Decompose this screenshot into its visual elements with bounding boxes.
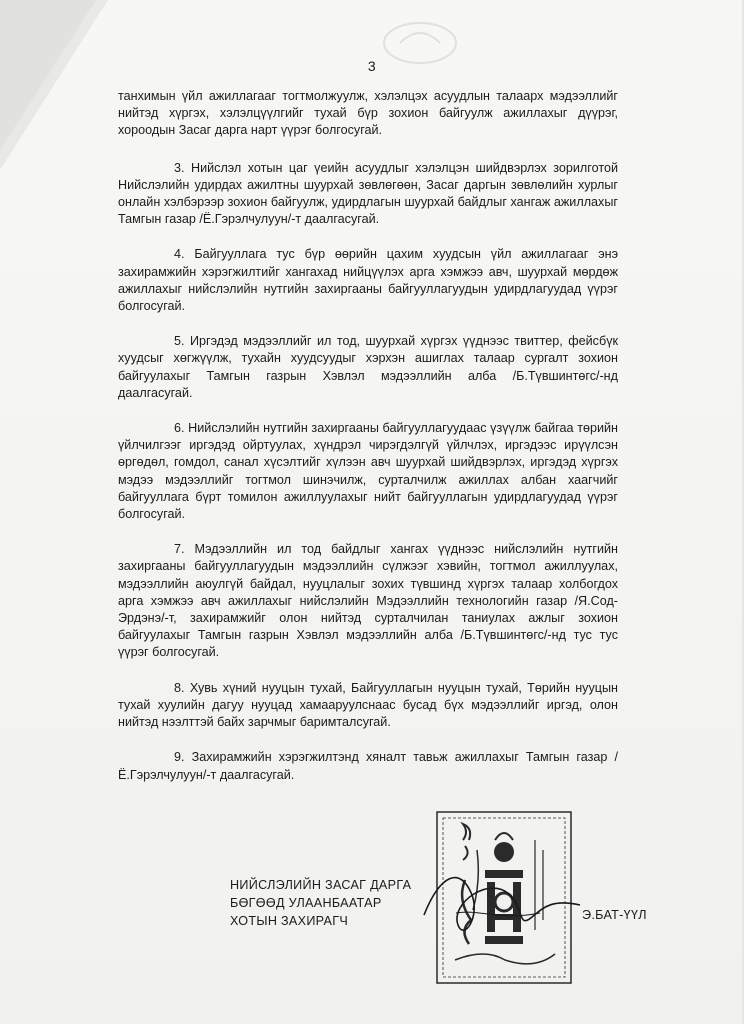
signature-block <box>0 800 744 1000</box>
paragraph-item-3: 3. Нийслэл хотын цаг үеийн асуудлыг хэлэлцэн шийдвэрлэх зорилготой Нийслэлийн удирдах ажилтны шуурхай зөвлөгөөн, Засаг даргын зөвлөлийн хурлыг онлайн хэлбэрээр зохион байгуулж, удирдлагын шуурхай байдлыг хангаж ажиллахыг Тамгын газар /Ё.Гэрэлчулуун/-т даалгасугай. <box>118 160 618 227</box>
paragraph-item-4: 4. Байгууллага тус бүр өөрийн цахим хуудсын үйл ажиллагааг энэ захирамжийн хэрэгжилтийг хангахад нийцүүлэх арга хэмжээ авч, шуурхай мөрдөж ажиллахыг нийслэлийн нутгийн захиргааны байгууллагуудын удирдлагуудад үүрэг болгосугай. <box>118 247 618 314</box>
paragraph-item-7: 7. Мэдээллийн ил тод байдлыг хангах үүднээс нийслэлийн нутгийн захиргааны байгууллагуудын мэдээллийн сүлжээг хэвийн, тогтмол ажиллуулах, мэдээллийн аюулгүй байдал, нууцлалыг зохих түвшинд хүргэх талаар холбогдох арга хэмжээ авч ажиллахыг нийслэлийн Мэдээллийн технологийн газар /Я.Сод-Эрдэнэ/-т, захирамжийг олон нийтэд сурталчилан таниулах ажлыг зохион байгуулахыг Тамгын газрын Хэвлэл мэдээллийн алба /Б.Түвшинтөгс/-нд тус тус үүрэг болгосугай. <box>118 542 618 660</box>
paragraph-item-9: 9. Захирамжийн хэрэгжилтэнд хяналт тавьж ажиллахыг Тамгын газар /Ё.Гэрэлчулуун/-т даалгасугай. <box>118 750 618 782</box>
signatory-title-line-1: НИЙСЛЭЛИЙН ЗАСАГ ДАРГА <box>230 878 412 892</box>
signatory-title-line-2: БӨГӨӨД УЛААНБААТАР <box>230 896 382 910</box>
page-number: 3 <box>367 58 377 74</box>
paragraph-item-8: 8. Хувь хүний нууцын тухай, Байгууллагын нууцын тухай, Төрийн нууцын тухай хуулийн дагуу нууцад хамааруулснаас бусад бүх мэдээллийг иргэд, олон нийтэд нээлттэй байх зарчмыг баримталсугай. <box>118 680 618 730</box>
order-body <box>118 88 618 802</box>
paragraph-item-6: 6. Нийслэлийн нутгийн захиргааны байгууллагуудаас үзүүлж байгаа төрийн үйлчилгээг иргэдэд ойртуулах, хүндрэл чирэгдэлгүй үйлчлэх, иргэдээс ирүүлсэн өргөдөл, гомдол, санал хүсэлтийг хүлээн авч шуурхай шийдвэрлэх, иргэдэд хүргэх мэдээ мэдээллийг тогтмол шинэчилж, сурталчилж ажиллах албан хаагчийг байгууллага бүрт томилон ажиллуулахыг нийт байгууллагын удирдлагуудад үүрэг болгосугай. <box>118 421 618 522</box>
signer-name: Э.БАТ-ҮҮЛ <box>582 908 647 922</box>
handwritten-signature <box>420 855 590 945</box>
paragraph-item-5: 5. Иргэдэд мэдээллийг ил тод, шуурхай хүргэх үүднээс твиттер, фейсбүк хуудсыг хөгжүүлж, тухайн хуудсуудыг хэрхэн ашиглах талаар сургалт зохион байгуулахыг Тамгын газрын Хэвлэл мэдээллийн алба /Б.Түвшинтөгс/-нд даалгасугай. <box>118 334 618 400</box>
signatory-title-line-3: ХОТЫН ЗАХИРАГЧ <box>230 914 349 928</box>
paragraph-continuation: танхимын үйл ажиллагааг тогтмолжуулж, хэлэлцэх асуудлын талаарх мэдээллийг нийтэд хүргэх, хэлэлцүүлгийг тухай бүр зохион байгуулж ажиллахыг дүүрэг, хороодын Засаг дарга нарт үүрэг болгосугай. <box>118 89 618 138</box>
